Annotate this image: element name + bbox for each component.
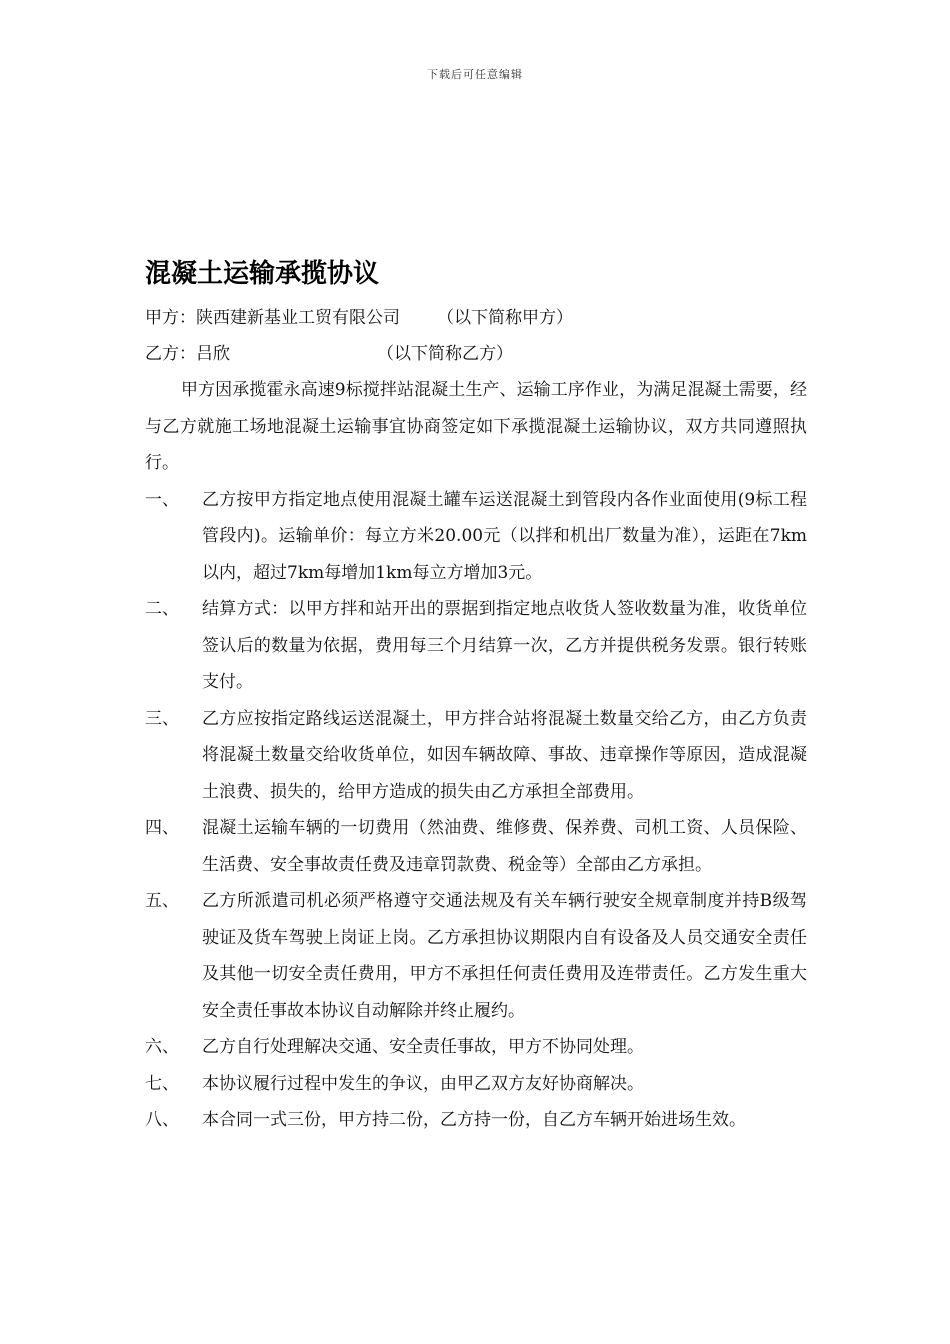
- clause-item: [145, 482, 807, 592]
- party-b-label: 乙方：吕欣: [145, 344, 230, 364]
- clause-number: 二、: [145, 599, 179, 619]
- clause-number: 七、: [145, 1073, 179, 1094]
- clause-text: 乙方所派遣司机必须严格遵守交通法规及有关车辆行驶安全规章制度并持B级驾驶证及货车驾驶上岗证上岗。乙方承担协议期限内自有设备及人员交通安全责任及其他一切安全责任费用，甲方不承担任何责任费用及连带责任。乙方发生重大安全责任事故本协议自动解除并终止履约。: [202, 891, 807, 1021]
- document-title: 混凝土运输承揽协议: [145, 259, 380, 289]
- clause-text: 结算方式：以甲方拌和站开出的票据到指定地点收货人签收数量为准，收货单位签认后的数量为依据，费用每三个月结算一次，乙方并提供税务发票。银行转账支付。: [202, 599, 807, 692]
- clause-text: 混凝土运输车辆的一切费用（然油费、维修费、保养费、司机工资、人员保险、生活费、安全事故责任费及违章罚款费、税金等）全部由乙方承担。: [202, 818, 807, 875]
- clause-text: 乙方应按指定路线运送混凝土，甲方拌合站将混凝土数量交给乙方，由乙方负责将混凝土数量交给收货单位，如因车辆故障、事故、违章操作等原因，造成混凝土浪费、损失的，给甲方造成的损失由乙方承担全部费用。: [202, 708, 807, 802]
- clause-number: 一、: [145, 489, 179, 510]
- page-header-note: 下载后可任意编辑: [427, 68, 523, 81]
- clause-text: 本合同一式三份，甲方持二份，乙方持一份，自乙方车辆开始进场生效。: [202, 1110, 746, 1130]
- clause-item: [145, 1029, 807, 1066]
- clause-text: 乙方按甲方指定地点使用混凝土罐车运送混凝土到管段内各作业面使用(9标工程管段内)。运输单价：每立方米20.00元（以拌和机出厂数量为准），运距在7km以内，超过7km每增加1km每立方增加3元。: [202, 489, 807, 583]
- clause-number: 四、: [145, 818, 179, 838]
- clause-text: 乙方自行处理解决交通、安全责任事故，甲方不协同处理。: [202, 1037, 644, 1057]
- clause-number: 五、: [145, 891, 179, 911]
- clause-text: 本协议履行过程中发生的争议，由甲乙双方友好协商解决。: [202, 1073, 644, 1094]
- clause-item: [145, 810, 807, 883]
- clause-item: [145, 883, 807, 1029]
- clause-number: 六、: [145, 1037, 179, 1057]
- party-b-note: （以下简称乙方）: [377, 344, 513, 364]
- intro-paragraph: 甲方因承揽霍永高速9标搅拌站混凝土生产、运输工序作业，为满足混凝土需要，经与乙方就施工场地混凝土运输事宜协商签定如下承揽混凝土运输协议，双方共同遵照执行。: [145, 380, 807, 473]
- party-a-line: [145, 300, 807, 336]
- clause-item: [145, 1102, 807, 1139]
- party-a-label: 甲方：陕西建新基业工贸有限公司: [145, 308, 400, 328]
- party-b-line: [145, 336, 807, 372]
- clause-list: [145, 482, 807, 1139]
- clause-item: [145, 591, 807, 701]
- clause-number: 八、: [145, 1110, 179, 1130]
- clause-item: [145, 701, 807, 811]
- document-body: [145, 252, 807, 1139]
- clause-number: 三、: [145, 708, 179, 729]
- clause-item: [145, 1066, 807, 1103]
- party-a-note: （以下简称甲方）: [437, 308, 573, 328]
